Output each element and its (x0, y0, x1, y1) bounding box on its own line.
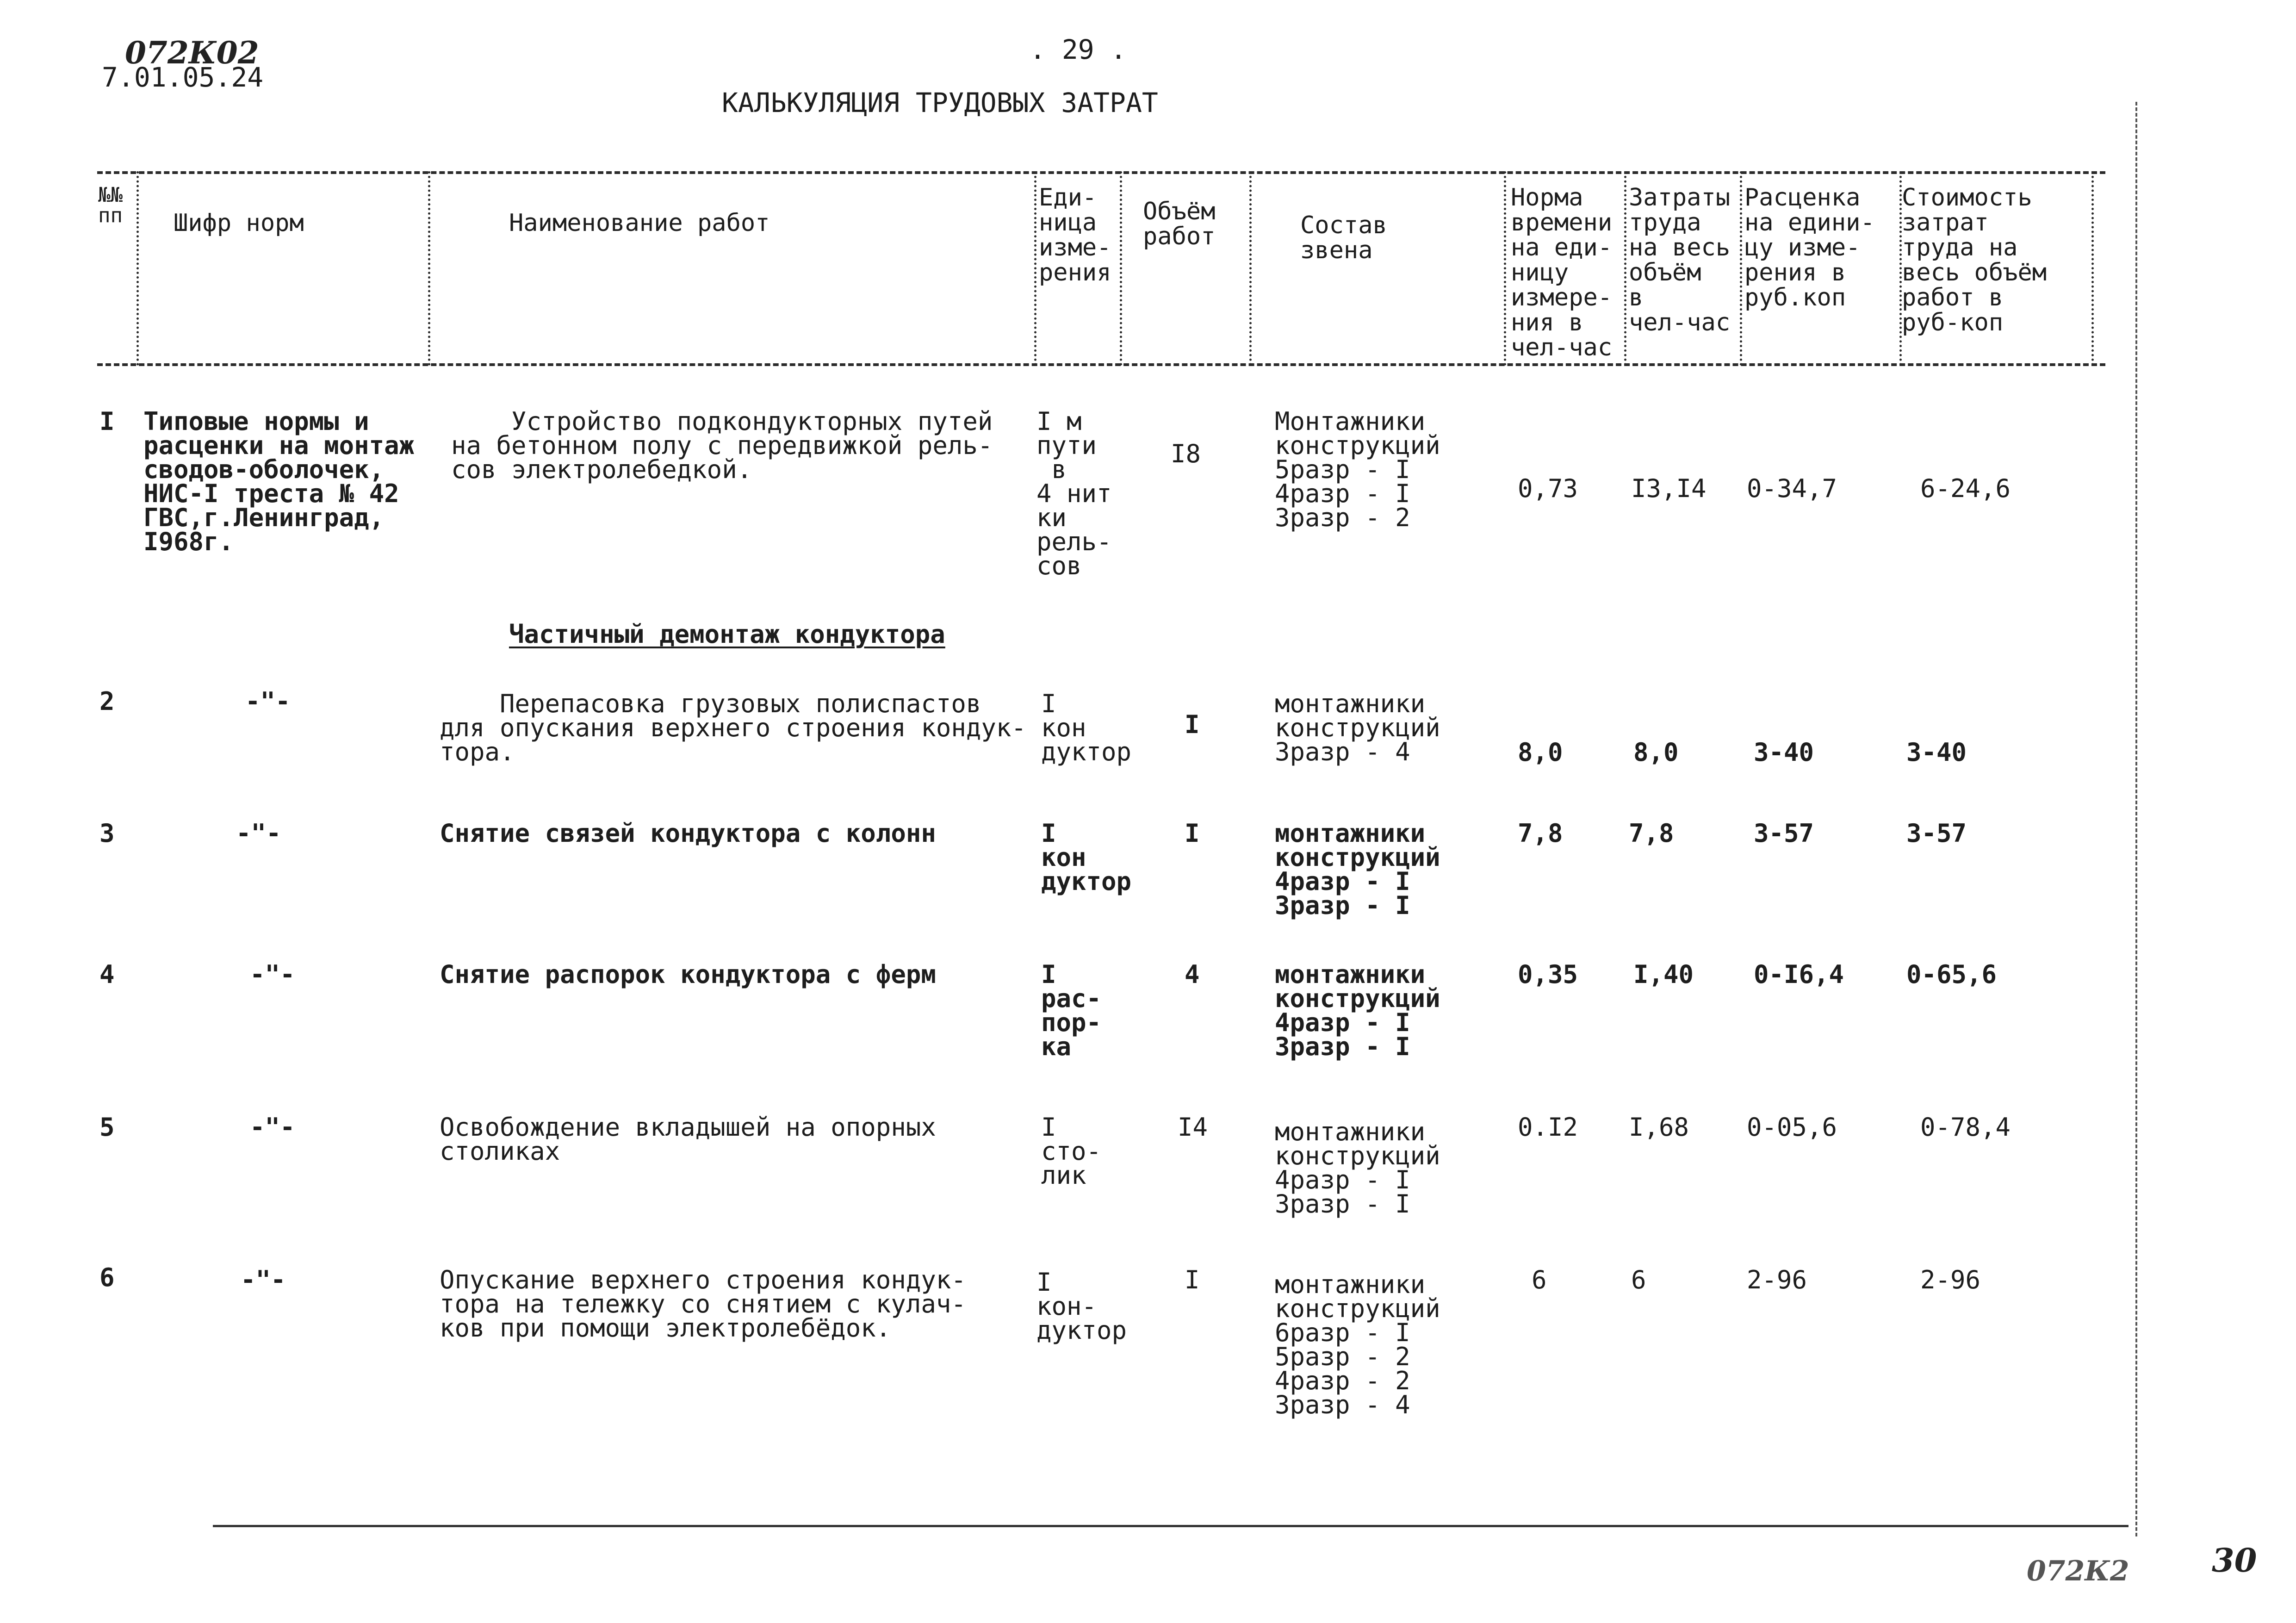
row-time-norm: 0,73 (1518, 474, 1578, 503)
row-work-name: Устройство подкондукторных путей на бетонном полу с передвижкой рель- сов электролебедкой. (451, 407, 993, 484)
row-number: 4 (99, 960, 115, 989)
column-header-work-name: Наименование работ (509, 209, 770, 237)
row-unit: I кон- дуктор (1036, 1268, 1127, 1345)
column-divider (1249, 171, 1252, 366)
column-divider (1120, 171, 1122, 366)
row-cost: 6-24,6 (1920, 474, 2011, 503)
row-cost: 3-57 (1906, 819, 1967, 848)
column-header-cost: Стоимость затрат труда на весь объём работ в руб-коп (1902, 184, 2047, 336)
row-rate: 3-40 (1754, 738, 1814, 767)
row-number: 3 (99, 819, 115, 848)
row-work-name: Снятие распорок кондуктора с ферм (440, 960, 936, 989)
row-norm-code: -"- (250, 960, 295, 989)
row-work-name: Освобождение вкладышей на опорных столиках (440, 1113, 936, 1166)
column-header-time-norm: Норма времени на еди- ницу измере- ния в чел-час (1511, 184, 1613, 361)
row-unit: I рас- пор- ка (1041, 960, 1102, 1061)
row-work-name: Опускание верхнего строения кондук- тора на тележку со снятием с кулач- ков при помощи электролебёдок. (440, 1265, 966, 1343)
table-header-bottom-border (97, 363, 2105, 366)
row-norm-code: -"- (241, 1265, 286, 1294)
row-crew: монтажники конструкций 3разр - 4 (1275, 689, 1440, 766)
row-norm-code: -"- (250, 1113, 295, 1142)
column-header-code: Шифр норм (174, 209, 304, 237)
row-labor: 6 (1631, 1265, 1646, 1294)
row-volume: I4 (1178, 1113, 1208, 1142)
row-norm-code: Типовые нормы и расценки на монтаж сводов-оболочек, НИС-I треста № 42 ГВС,г.Ленинград, I968г. (143, 407, 415, 556)
row-cost: 0-65,6 (1906, 960, 1997, 989)
row-norm-code: -"- (245, 687, 291, 716)
row-crew: Монтажники конструкций 5разр - I 4разр - I 3разр - 2 (1275, 407, 1440, 532)
row-work-name: Снятие связей кондуктора с колонн (440, 819, 936, 848)
row-time-norm: 6 (1532, 1265, 1547, 1294)
row-norm-code: -"- (236, 819, 281, 848)
row-labor: I,68 (1629, 1113, 1689, 1142)
row-unit: I кон дуктор (1041, 819, 1132, 896)
column-divider (428, 171, 430, 366)
row-crew: монтажники конструкций 6разр - I 5разр - 2 4разр - 2 3разр - 4 (1275, 1270, 1440, 1419)
row-labor: I3,I4 (1631, 474, 1706, 503)
row-labor: 8,0 (1633, 738, 1679, 767)
handwritten-code: 072К02 (125, 35, 259, 71)
row-unit: I кон дуктор (1041, 689, 1132, 766)
row-crew: монтажники конструкций 4разр - I 3разр - I (1275, 960, 1440, 1061)
column-header-volume: Объём работ (1143, 198, 1216, 250)
row-unit: I сто- лик (1041, 1113, 1102, 1190)
column-header-labor: Затраты труда на весь объём в чел-час (1629, 184, 1731, 336)
column-divider (137, 171, 139, 366)
right-margin-line (2135, 102, 2137, 1536)
column-divider (1504, 171, 1506, 366)
row-labor: I,40 (1633, 960, 1694, 989)
column-divider (1624, 171, 1626, 366)
column-divider (1034, 171, 1036, 366)
row-volume: I (1185, 1265, 1200, 1294)
row-number: 2 (99, 687, 115, 716)
row-time-norm: 7,8 (1518, 819, 1563, 848)
table-bottom-border (213, 1525, 2128, 1527)
page-title: КАЛЬКУЛЯЦИЯ ТРУДОВЫХ ЗАТРАТ (722, 87, 1158, 118)
row-rate: 0-05,6 (1747, 1113, 1837, 1142)
row-number: 6 (99, 1263, 115, 1292)
row-cost: 0-78,4 (1920, 1113, 2011, 1142)
table-top-border (97, 171, 2105, 174)
page-number: . 29 . (1030, 34, 1127, 65)
row-crew: монтажники конструкций 4разр - I 3разр - I (1275, 1117, 1440, 1219)
row-time-norm: 8,0 (1518, 738, 1563, 767)
row-crew: монтажники конструкций 4разр - I 3разр - I (1275, 819, 1440, 920)
column-header-number: №№ пп (98, 183, 123, 227)
footer-stamp: 072К2 (2027, 1555, 2129, 1587)
row-labor: 7,8 (1629, 819, 1674, 848)
row-rate: 3-57 (1754, 819, 1814, 848)
row-unit: I м пути в 4 нит ки рель- сов (1036, 407, 1112, 580)
row-number: 5 (99, 1113, 115, 1142)
column-header-crew: Состав звена (1300, 211, 1387, 264)
row-volume: I8 (1171, 439, 1201, 468)
row-time-norm: 0,35 (1518, 960, 1578, 989)
row-volume: 4 (1185, 960, 1200, 989)
document-code: 7.01.05.24 (102, 62, 264, 93)
row-work-name: Перепасовка грузовых полиспастов для опускания верхнего строения кондук- тора. (440, 689, 1026, 766)
row-time-norm: 0.I2 (1518, 1113, 1578, 1142)
row-cost: 3-40 (1906, 738, 1967, 767)
column-header-rate: Расценка на едини- цу изме- рения в руб.коп (1744, 184, 1875, 311)
row-volume: I (1185, 710, 1200, 739)
row-rate: 0-I6,4 (1754, 960, 1844, 989)
row-cost: 2-96 (1920, 1265, 1981, 1294)
row-volume: I (1185, 819, 1200, 848)
column-divider (1740, 171, 1742, 366)
column-divider (2091, 171, 2094, 366)
row-rate: 0-34,7 (1747, 474, 1837, 503)
row-rate: 2-96 (1747, 1265, 1807, 1294)
footer-page-number: 30 (2212, 1541, 2257, 1579)
row-number: I (99, 407, 115, 436)
column-header-unit: Еди- ница изме- рения (1039, 184, 1111, 286)
section-heading: Частичный демонтаж кондуктора (509, 620, 945, 649)
